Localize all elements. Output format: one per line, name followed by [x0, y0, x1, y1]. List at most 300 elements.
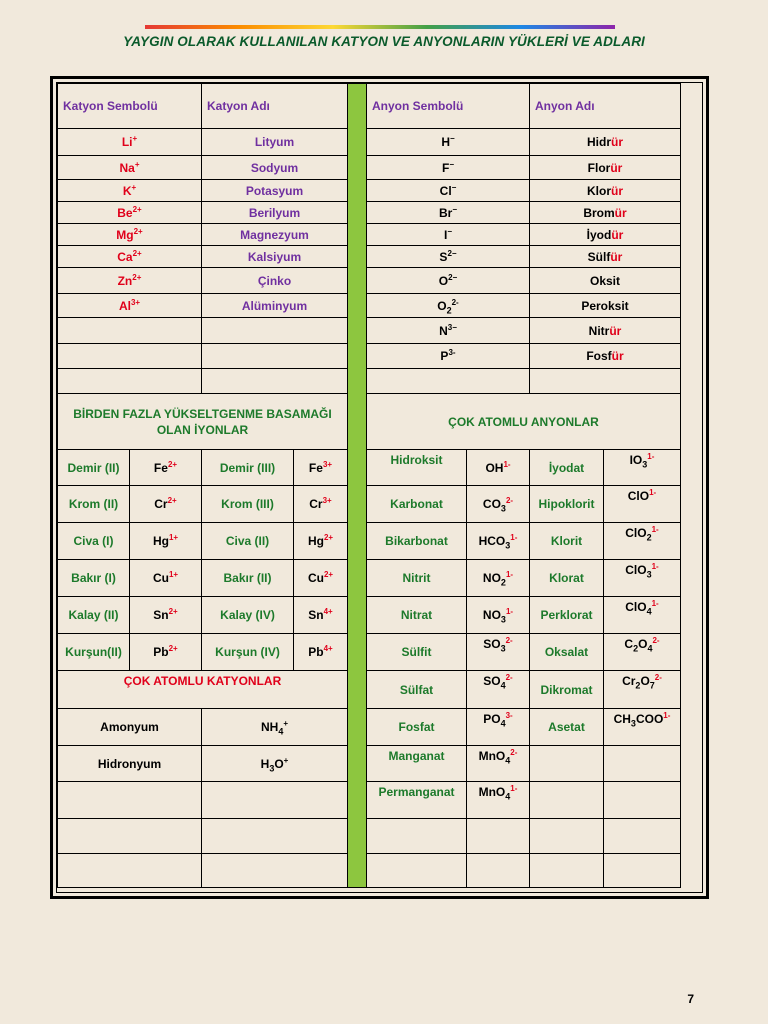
ion-symbol: Pb	[308, 645, 324, 659]
formula-charge: 2-	[505, 496, 514, 505]
anion-formula-cell	[604, 523, 681, 560]
anion-name-cell	[367, 746, 467, 782]
formula: NH	[260, 720, 279, 734]
formula-charge: 1-	[503, 459, 511, 469]
anion-charge: 3-	[448, 348, 456, 357]
anion-name: Sülfat	[399, 682, 434, 697]
anion-symbol-cell	[367, 202, 530, 224]
ion-charge: 3+	[322, 496, 332, 505]
anion-name: Oksalat	[544, 645, 589, 659]
formula-charge: 2-	[505, 673, 513, 682]
bottom-row	[58, 746, 681, 782]
anion-formula-cell	[604, 597, 681, 634]
anion-symbol-cell	[367, 180, 530, 202]
green-divider	[348, 84, 367, 888]
ion-charge: 1+	[168, 533, 179, 542]
ion-charge: 2+	[167, 459, 178, 469]
ion-name-cell	[202, 597, 294, 634]
anion-charge: −	[447, 226, 452, 236]
cation-symbol-cell	[58, 202, 202, 224]
anion-formula-cell	[467, 597, 530, 634]
anion-symbol-cell	[367, 129, 530, 156]
cation-name: Sodyum	[250, 160, 299, 175]
formula: NO	[482, 571, 501, 585]
cation-name: Çinko	[257, 273, 292, 288]
anion-symbol: O	[438, 273, 449, 288]
formula-subscript: 4	[646, 606, 652, 617]
anion-formula-cell	[467, 709, 530, 746]
anion-symbol-cell	[367, 344, 530, 369]
ion-name: Civa (II)	[225, 534, 270, 548]
simple-ion-row	[58, 224, 681, 246]
formula-subscript: 3	[500, 643, 506, 654]
empty-cell	[367, 854, 467, 888]
anion-name: Klorat	[549, 571, 584, 585]
ion-symbol-cell	[294, 597, 348, 634]
anion-symbol-cell	[367, 156, 530, 180]
anion-name-cell	[530, 486, 604, 523]
header-label: Katyon Adı	[207, 99, 270, 113]
anion-symbol: H	[441, 135, 450, 149]
formula: MnO	[478, 785, 506, 799]
anion-name-cell	[530, 597, 604, 634]
formula: ClO	[627, 489, 650, 503]
cation-symbol: Be	[117, 205, 133, 220]
formula-charge: 2-	[505, 636, 513, 645]
cation-symbol: Zn	[117, 273, 133, 288]
anion-name: Bikarbonat	[385, 534, 448, 548]
cation-symbol-cell	[58, 246, 202, 268]
cation-symbol-cell	[58, 224, 202, 246]
cation-charge: 2+	[132, 272, 142, 282]
formula-charge: 1-	[651, 525, 659, 534]
formula: OH	[485, 460, 504, 475]
page-title: YAYGIN OLARAK KULLANILAN KATYON VE ANYONLARIN YÜKLERİ VE ADLARI	[123, 34, 645, 49]
cation-name: Alüminyum	[241, 298, 308, 313]
anion-name: Permanganat	[378, 785, 455, 799]
anion-name-cell	[530, 709, 604, 746]
simple-ion-row	[58, 202, 681, 224]
anion-name: İyodat	[548, 460, 585, 475]
formula: HCO	[478, 534, 506, 548]
anion-subscript: 2	[446, 304, 452, 315]
anion-name: Manganat	[388, 749, 445, 763]
ion-symbol-cell	[130, 523, 202, 560]
cation-charge: +	[134, 159, 140, 169]
anion-name-suffix: ür	[610, 249, 623, 264]
polyatomic-anions-heading	[367, 394, 681, 450]
anion-name-suffix: ür	[611, 227, 624, 242]
anion-name-cell	[530, 560, 604, 597]
anion-name-cell	[530, 129, 681, 156]
formula-subscript: 4	[505, 791, 511, 802]
anion-symbol: O	[437, 298, 447, 313]
ion-charge: 2+	[323, 570, 334, 579]
cation-name-cell	[202, 156, 348, 180]
empty-cell	[530, 782, 604, 819]
anion-name-cell	[530, 344, 681, 369]
anion-name: Nitrit	[402, 571, 431, 585]
anion-symbol: S	[439, 249, 448, 264]
anion-symbol: I	[443, 227, 448, 242]
anion-symbol: Cl	[439, 183, 452, 198]
formula: CH	[613, 712, 631, 726]
formula: ClO	[625, 563, 647, 577]
cation-name-cell	[202, 224, 348, 246]
cation-symbol: Ca	[117, 249, 133, 264]
ion-symbol: Fe	[153, 460, 168, 475]
bottom-row	[58, 560, 681, 597]
ion-symbol-cell	[294, 634, 348, 671]
ion-name-cell	[202, 523, 294, 560]
anion-charge: −	[452, 204, 457, 214]
cation-name-header	[202, 84, 348, 129]
bottom-row	[58, 450, 681, 486]
empty-cell	[530, 819, 604, 854]
anion-name-cell	[530, 156, 681, 180]
ion-symbol-cell	[130, 450, 202, 486]
ion-symbol: Pb	[153, 645, 169, 659]
cation-name-cell	[58, 709, 202, 746]
section-title: ÇOK ATOMLU ANYONLAR	[448, 414, 599, 429]
formula-charge: 2-	[654, 673, 662, 682]
cation-symbol: Mg	[116, 227, 134, 242]
cation-symbol-cell	[58, 180, 202, 202]
formula-charge: 1-	[510, 784, 518, 793]
anion-name-header	[530, 84, 681, 129]
anion-name: Fosfat	[398, 720, 435, 734]
formula-subscript: 4	[500, 718, 506, 729]
ion-symbol-cell	[294, 450, 348, 486]
anion-name-cell	[530, 671, 604, 709]
anion-name: Perklorat	[540, 608, 593, 622]
bottom-row	[58, 819, 681, 854]
cation-formula-cell	[202, 746, 348, 782]
cation-charge: +	[132, 134, 138, 143]
ion-symbol: Sn	[308, 608, 324, 622]
formula-subscript: 3	[269, 762, 275, 773]
anion-symbol: F	[441, 160, 450, 175]
anion-charge: 2−	[447, 248, 457, 258]
page-number: 7	[687, 992, 694, 1006]
ion-symbol: Hg	[152, 534, 169, 548]
formula-charge: 1-	[647, 452, 655, 461]
formula-charge: 1-	[663, 711, 671, 720]
cation-name: Amonyum	[100, 720, 159, 734]
ion-charge: 3+	[322, 459, 333, 469]
anion-name-cell	[530, 268, 681, 294]
formula-subscript: 3	[630, 718, 636, 729]
simple-ion-row	[58, 294, 681, 318]
simple-ion-row	[58, 318, 681, 344]
anion-symbol-header	[367, 84, 530, 129]
bottom-row	[58, 782, 681, 819]
cation-name: Potasyum	[245, 183, 304, 198]
anion-name: Hipoklorit	[538, 497, 595, 511]
empty-cell	[467, 854, 530, 888]
anion-name: İyod	[586, 227, 612, 242]
anion-name-suffix: ür	[614, 205, 627, 220]
cation-charge: 3+	[130, 297, 141, 307]
anion-name-cell	[530, 634, 604, 671]
anion-formula-cell	[467, 634, 530, 671]
formula-subscript: 3	[642, 459, 648, 470]
cation-name-cell	[202, 129, 348, 156]
bottom-row	[58, 486, 681, 523]
empty-cell	[604, 819, 681, 854]
empty-cell	[58, 819, 202, 854]
formula: O	[274, 756, 284, 771]
formula: MnO	[478, 749, 506, 763]
anion-formula-cell	[604, 450, 681, 486]
ion-charge: 2+	[323, 533, 334, 542]
anion-name: Oksit	[589, 273, 620, 288]
formula-subscript: 2	[635, 680, 641, 691]
anion-charge: −	[449, 159, 454, 169]
cation-name: Lityum	[254, 135, 295, 149]
empty-cell	[604, 782, 681, 819]
anion-formula-cell	[467, 486, 530, 523]
formula: CO	[482, 497, 501, 511]
cation-name-cell	[202, 180, 348, 202]
anion-formula-cell	[467, 523, 530, 560]
anion-name-suffix: ür	[610, 160, 623, 175]
ion-charge: 2+	[168, 644, 178, 653]
anion-name-cell	[367, 523, 467, 560]
anion-formula-cell	[467, 782, 530, 819]
ion-symbol-cell	[130, 486, 202, 523]
formula-subscript: 7	[649, 680, 655, 691]
ion-name: Bakır (II)	[223, 571, 272, 585]
simple-ion-row	[58, 129, 681, 156]
formula: O	[640, 674, 650, 688]
anion-formula-cell	[604, 560, 681, 597]
simple-ion-row	[58, 246, 681, 268]
polyatomic-cations-heading	[58, 671, 348, 709]
ion-name-cell	[58, 450, 130, 486]
ion-name-cell	[58, 523, 130, 560]
cation-symbol-cell	[58, 294, 202, 318]
anion-name-suffix: ür	[609, 323, 622, 338]
ion-charge: 4+	[323, 644, 333, 653]
ion-name: Krom (III)	[221, 497, 274, 511]
cation-charge: 2+	[133, 226, 143, 236]
anion-name-cell	[530, 294, 681, 318]
formula-charge: 1-	[649, 488, 657, 497]
anion-name-cell	[530, 318, 681, 344]
header-label: Katyon Sembolü	[63, 99, 158, 113]
cation-symbol-cell	[58, 318, 202, 344]
anion-name-cell	[367, 450, 467, 486]
formula: ClO	[625, 526, 647, 540]
ion-name-cell	[202, 634, 294, 671]
cation-name-cell	[202, 344, 348, 369]
ion-name: Kurşun (IV)	[215, 645, 280, 659]
anion-name: Nitr	[588, 323, 610, 338]
anion-name-suffix: ür	[611, 349, 624, 363]
formula-charge: 1-	[651, 562, 659, 571]
cation-name-cell	[202, 202, 348, 224]
cation-charge: 2+	[132, 204, 142, 214]
multi-oxidation-heading	[58, 394, 348, 450]
anion-formula-cell	[467, 671, 530, 709]
formula-subscript: 4	[500, 680, 506, 691]
section-title: BİRDEN FAZLA YÜKSELTGENME BASAMAĞI OLAN İYONLAR	[73, 406, 332, 437]
formula-subscript: 3	[500, 614, 506, 625]
cation-name: Kalsiyum	[247, 249, 302, 264]
section-title: ÇOK ATOMLU KATYONLAR	[123, 674, 282, 688]
cation-name-cell	[202, 246, 348, 268]
formula-subscript: 4	[505, 755, 511, 766]
bottom-row	[58, 709, 681, 746]
anion-name: Hidr	[587, 135, 611, 149]
anion-name: Peroksit	[581, 298, 629, 313]
anion-formula-cell	[604, 634, 681, 671]
ion-name: Civa (I)	[73, 534, 114, 548]
anion-name-cell	[530, 180, 681, 202]
formula-subscript: 3	[505, 540, 511, 551]
anion-symbol-cell	[367, 224, 530, 246]
simple-ion-row	[58, 344, 681, 369]
bottom-row	[58, 597, 681, 634]
anion-name-cell	[367, 782, 467, 819]
cation-name-cell	[202, 294, 348, 318]
cation-symbol-cell	[58, 156, 202, 180]
anion-name: Hidroksit	[390, 453, 443, 467]
ion-symbol-cell	[130, 597, 202, 634]
ion-name-cell	[58, 560, 130, 597]
anion-name-cell	[367, 671, 467, 709]
formula: C	[624, 637, 634, 651]
cation-charge: 2+	[132, 248, 142, 258]
header-label: Anyon Sembolü	[372, 99, 464, 113]
formula: SO	[483, 637, 501, 651]
empty-cell	[58, 782, 202, 819]
anion-formula-cell	[604, 671, 681, 709]
anion-charge: 2-	[451, 297, 459, 307]
ion-name-cell	[58, 597, 130, 634]
ion-name-cell	[58, 634, 130, 671]
anion-symbol: N	[439, 323, 448, 338]
empty-cell	[58, 854, 202, 888]
anion-name-cell	[530, 202, 681, 224]
anion-name: Klor	[587, 183, 611, 198]
ion-name-cell	[58, 486, 130, 523]
formula-subscript: 2	[500, 577, 506, 588]
empty-cell	[604, 746, 681, 782]
bottom-row	[58, 523, 681, 560]
cation-symbol-cell	[58, 129, 202, 156]
cation-name: Magnezyum	[240, 227, 309, 242]
ion-symbol: Sn	[153, 608, 169, 622]
anion-symbol-cell	[367, 318, 530, 344]
bottom-row	[58, 854, 681, 888]
cation-symbol: K	[122, 183, 132, 198]
formula-charge: 1-	[651, 599, 659, 608]
simple-ion-row	[58, 156, 681, 180]
rainbow-rule	[145, 25, 615, 29]
anion-name: Dikromat	[540, 682, 593, 697]
anion-formula-cell	[467, 746, 530, 782]
ion-name-cell	[202, 450, 294, 486]
anion-name: Sülfit	[401, 645, 432, 659]
anion-name: Asetat	[548, 720, 585, 734]
empty-cell	[202, 782, 348, 819]
simple-ion-row	[58, 268, 681, 294]
anion-name-cell	[530, 246, 681, 268]
cation-name-cell	[202, 268, 348, 294]
formula-charge: 3-	[505, 711, 513, 720]
ion-symbol: Cr	[154, 497, 168, 511]
ion-name: Kalay (II)	[68, 608, 119, 622]
anion-name-suffix: ür	[611, 135, 623, 149]
cation-symbol-cell	[58, 268, 202, 294]
ion-name: Krom (II)	[68, 497, 119, 511]
formula: COO	[635, 712, 664, 726]
formula: PO	[483, 712, 501, 726]
anion-symbol-cell	[367, 246, 530, 268]
formula-charge: 1-	[505, 570, 514, 579]
empty-cell	[530, 854, 604, 888]
anion-name: Flor	[587, 160, 611, 175]
ion-name: Kurşun(II)	[65, 645, 122, 659]
ion-symbol-cell	[294, 523, 348, 560]
formula: ClO	[625, 600, 647, 614]
simple-ion-row	[58, 180, 681, 202]
ion-symbol: Fe	[308, 460, 323, 475]
cation-name-cell	[202, 318, 348, 344]
anion-name-cell	[367, 560, 467, 597]
formula-charge: 1-	[505, 607, 514, 616]
anion-charge: 3−	[447, 322, 457, 332]
ion-symbol-cell	[130, 634, 202, 671]
ion-symbol: Hg	[307, 534, 324, 548]
anion-name-cell	[530, 224, 681, 246]
empty-cell	[530, 746, 604, 782]
formula: IO	[629, 453, 643, 467]
formula-subscript: 4	[647, 643, 653, 654]
empty-cell	[367, 819, 467, 854]
ion-name-cell	[202, 486, 294, 523]
formula: H	[260, 756, 270, 771]
empty-cell	[202, 854, 348, 888]
ion-symbol-cell	[294, 486, 348, 523]
bottom-row	[58, 671, 681, 709]
anion-symbol: P	[440, 349, 449, 363]
anion-name: Klorit	[550, 534, 583, 548]
formula-charge: +	[283, 719, 289, 728]
anion-name-cell	[367, 709, 467, 746]
anion-formula-cell	[604, 709, 681, 746]
ion-name: Kalay (IV)	[220, 608, 275, 622]
header-label: Anyon Adı	[535, 99, 595, 113]
anion-name-cell	[367, 634, 467, 671]
ion-charge: 2+	[167, 496, 177, 505]
formula-charge: 2-	[510, 748, 518, 757]
formula: O	[638, 637, 648, 651]
empty-cell	[202, 819, 348, 854]
anion-name: Nitrat	[400, 608, 433, 622]
ion-charge: 1+	[168, 570, 179, 579]
cation-charge: +	[131, 182, 137, 192]
formula-subscript: 3	[646, 569, 652, 580]
formula-charge: +	[283, 755, 289, 765]
ion-symbol-cell	[294, 560, 348, 597]
cation-symbol: Li	[121, 135, 133, 149]
ion-symbol: Cu	[152, 571, 169, 585]
anion-name: Brom	[583, 205, 615, 220]
anion-symbol: Br	[438, 205, 453, 220]
